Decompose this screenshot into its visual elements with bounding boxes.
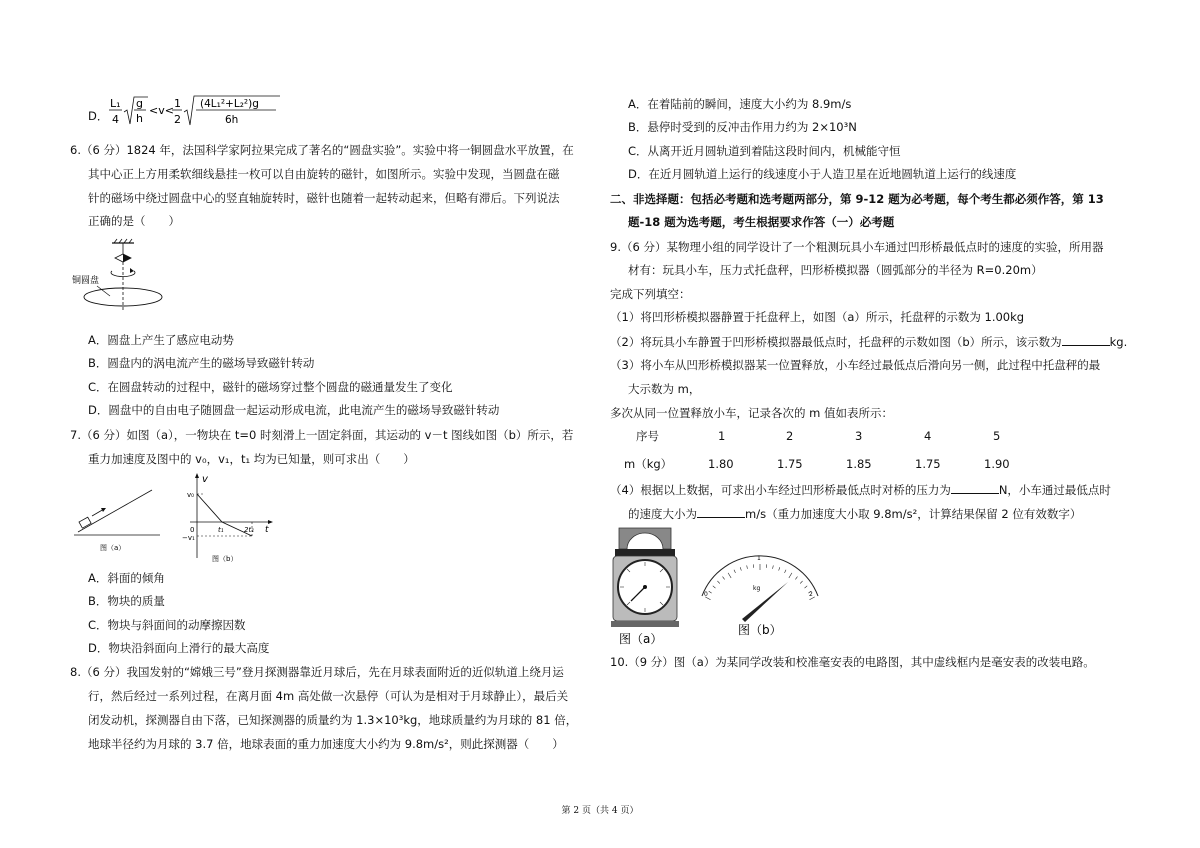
section2-line-2: 题-18 题为选考题，考生根据要求作答（一）必考题 bbox=[628, 215, 895, 229]
dial-pointer bbox=[742, 582, 788, 622]
q9-table-row-1: 1.80 bbox=[708, 457, 734, 471]
q6-figure bbox=[72, 238, 167, 313]
q5-option-d bbox=[88, 94, 288, 128]
dial-label-2: 2 bbox=[809, 591, 813, 598]
q8-option-a: A．在着陆前的瞬间，速度大小约为 8.9m/s bbox=[628, 97, 852, 111]
q5d-frac1-den: 4 bbox=[112, 113, 119, 126]
q9-table-row-0: m（kg） bbox=[624, 457, 673, 471]
q7-fig-b-label: 图（b） bbox=[212, 555, 238, 563]
q7-origin: 0 bbox=[190, 526, 195, 534]
q9-table-row-2: 1.75 bbox=[777, 457, 803, 471]
q7-option-a: A．斜面的倾角 bbox=[88, 571, 165, 585]
q7-t2: 2t₁ bbox=[244, 526, 255, 534]
dial-tick bbox=[785, 570, 786, 573]
dial-label-0: 0 bbox=[704, 591, 708, 598]
q9-table-head-2: 2 bbox=[786, 429, 794, 443]
q7-axis-v: v bbox=[202, 474, 208, 485]
q6-line-1: 6.（6 分）1824 年，法国科学家阿拉果完成了著名的“圆盘实验”。实验中将一铜圆盘水平放置，在 bbox=[70, 143, 574, 157]
q9-step4-b-pre: 的速度大小为 bbox=[628, 507, 697, 521]
section2-line-1: 二、非选择题：包括必考题和选考题两部分，第 9-12 题为必考题，每个考生都必须作答，第 13 bbox=[610, 192, 1104, 206]
q5d-sqrt-den: h bbox=[136, 112, 143, 125]
q6-option-a: A．圆盘上产生了感应电动势 bbox=[88, 333, 234, 347]
q6-line-4: 正确的是（ ） bbox=[88, 214, 180, 228]
q9-step3-line-2: 大示数为 m， bbox=[628, 382, 701, 396]
page-footer: 第 2 页（共 4 页） bbox=[561, 806, 639, 816]
dial-tick bbox=[709, 591, 712, 593]
q8-option-c: C．从离开近月圆轨道到着陆这段时间内，机械能守恒 bbox=[628, 144, 901, 158]
q9-step4-a-post: N，小车通过最低点时 bbox=[998, 483, 1111, 497]
q6-option-c: C．在圆盘转动的过程中，磁针的磁场穿过整个圆盘的磁通量发生了变化 bbox=[88, 380, 453, 394]
q9-fig-b-label: 图（b） bbox=[738, 623, 782, 637]
q7-figure bbox=[72, 470, 277, 565]
dial-tick bbox=[747, 565, 748, 568]
q5d-formula bbox=[108, 94, 288, 130]
q9-step2-post: kg. bbox=[1109, 335, 1128, 349]
bridge-simulator bbox=[619, 528, 671, 549]
dial-tick bbox=[717, 581, 719, 584]
q5d-sqrt-num: g bbox=[136, 97, 143, 110]
q7-option-b: B．物块的质量 bbox=[88, 594, 165, 608]
q8-option-b: B．悬停时受到的反冲击作用力约为 2×10³N bbox=[628, 120, 857, 134]
q9-step4-line-1 bbox=[610, 481, 1111, 498]
q7-option-d: D．物块沿斜面向上滑行的最大高度 bbox=[88, 641, 270, 655]
dial-tick bbox=[779, 567, 780, 570]
dial-tick bbox=[723, 577, 725, 580]
q8-line-3: 闭发动机，探测器自由下落，已知探测器的质量约为 1.3×10³kg，地球质量约为月球的 81 倍， bbox=[88, 713, 578, 727]
q7-v1: −v₁ bbox=[182, 534, 195, 542]
q9-table-head-3: 3 bbox=[855, 429, 863, 443]
q6-fig-label: 铜圆盘 bbox=[72, 276, 100, 286]
q6-option-d: D．圆盘中的自由电子随圆盘一起运动形成电流，此电流产生的磁场导致磁针转动 bbox=[88, 403, 500, 417]
q7-v0: v₀ bbox=[187, 491, 194, 499]
q8-option-d: D．在近月圆轨道上运行的线速度小于人造卫星在近地圆轨道上运行的线速度 bbox=[628, 167, 1017, 181]
dial-tick bbox=[740, 567, 741, 570]
q5d-label: D． bbox=[88, 109, 109, 123]
q9-table-head-0: 序号 bbox=[636, 429, 659, 443]
q7-option-c: C．物块与斜面间的动摩擦因数 bbox=[88, 618, 246, 632]
dial-tick bbox=[800, 581, 802, 584]
block bbox=[79, 517, 91, 528]
q7-line-1: 7.（6 分）如图（a），一物块在 t=0 时刻滑上一固定斜面，其运动的 v－t 图线如图（b）所示，若 bbox=[70, 428, 574, 442]
q5d-big-den: 6h bbox=[225, 114, 239, 126]
dial-tick bbox=[734, 570, 735, 573]
q8-line-4: 地球半径约为月球的 3.7 倍，地球表面的重力加速度大小约为 9.8m/s²，则此探测器（ ） bbox=[88, 737, 564, 751]
q9-line-3: 完成下列填空： bbox=[610, 287, 691, 301]
q9-figure-b bbox=[690, 538, 830, 643]
q5d-frac2-den: 2 bbox=[174, 113, 181, 126]
q9-table-head-1: 1 bbox=[718, 429, 726, 443]
q9-table-head-5: 5 bbox=[993, 429, 1001, 443]
q5d-frac2-num: 1 bbox=[174, 97, 181, 110]
q9-step2-pre: （2）将玩具小车静置于凹形桥模拟器最低点时，托盘秤的示数如图（b）所示，该示数为 bbox=[610, 335, 1062, 349]
q7-t1: t₁ bbox=[218, 526, 224, 534]
q5d-big-num: (4L₁²+L₂²)g bbox=[200, 98, 259, 110]
q9-fig-a-label: 图（a） bbox=[619, 632, 663, 646]
q9-line-4: （1）将凹形桥模拟器静置于托盘秤上，如图（a）所示，托盘秤的示数为 1.00kg bbox=[610, 310, 1025, 324]
dial-tick bbox=[789, 573, 792, 578]
q9-figure-a bbox=[605, 525, 685, 647]
q7-axis-t: t bbox=[265, 525, 269, 535]
dial-tick bbox=[805, 586, 808, 588]
dial-tick bbox=[728, 573, 731, 578]
q9-step4-line-2 bbox=[628, 505, 1081, 522]
q6-line-2: 其中心正上方用柔软细线悬挂一枚可以自由旋转的磁针，如图所示。实验中发现，当圆盘在磁 bbox=[88, 167, 560, 181]
q9-table-intro: 多次从同一位置释放小车，记录各次的 m 值如表所示： bbox=[610, 406, 894, 420]
dial-label-1: 1 bbox=[757, 555, 761, 562]
dial-tick bbox=[773, 565, 774, 568]
dial-tick bbox=[795, 577, 797, 580]
q9-step4-a-pre: （4）根据以上数据，可求出小车经过凹形桥最低点时对桥的压力为 bbox=[610, 483, 951, 497]
q9-step3-line-1: （3）将小车从凹形桥模拟器某一位置释放，小车经过最低点后滑向另一侧，此过程中托盘秤的最 bbox=[610, 358, 1101, 372]
dial-tick bbox=[713, 586, 716, 588]
q9-table-row-4: 1.75 bbox=[915, 457, 941, 471]
q6-option-b: B．圆盘内的涡电流产生的磁场导致磁针转动 bbox=[88, 356, 315, 370]
dial-unit: kg bbox=[753, 585, 761, 592]
q10-line-1: 10.（9 分）图（a）为某同学改装和校准毫安表的电路图，其中虚线框内是毫安表的改装电路。 bbox=[610, 655, 1095, 669]
q9-step4-b-post: m/s（重力加速度大小取 9.8m/s²，计算结果保留 2 位有效数字） bbox=[745, 507, 1082, 521]
q9-step4-blank-1 bbox=[951, 481, 999, 494]
q9-step4-blank-2 bbox=[697, 505, 745, 518]
q9-table-head-4: 4 bbox=[924, 429, 932, 443]
q9-line-1: 9.（6 分）某物理小组的同学设计了一个粗测玩具小车通过凹形桥最低点时的速度的实验，所用器 bbox=[610, 240, 1104, 254]
q8-line-2: 行，然后经过一系列过程，在离月面 4m 高处做一次悬停（可认为是相对于月球静止），最后关 bbox=[88, 689, 569, 703]
q9-table-row-5: 1.90 bbox=[984, 457, 1010, 471]
q7-line-2: 重力加速度及图中的 v₀，v₁，t₁ 均为已知量，则可求出（ ） bbox=[88, 452, 415, 466]
q9-line-2: 材有：玩具小车，压力式托盘秤，凹形桥模拟器（圆弧部分的半径为 R=0.20m） bbox=[628, 263, 1043, 277]
q8-line-1: 8.（6 分）我国发射的“嫦娥三号”登月探测器靠近月球后，先在月球表面附近的近似轨道上绕月运 bbox=[70, 665, 564, 679]
q5d-frac1-num: L₁ bbox=[110, 97, 121, 110]
scale-pan bbox=[615, 549, 675, 556]
q9-step2-blank bbox=[1062, 333, 1110, 346]
q5d-mid: <v< bbox=[149, 104, 174, 117]
q9-step2 bbox=[610, 333, 1127, 350]
q7-fig-a-label: 图（a） bbox=[100, 544, 126, 552]
q6-line-3: 针的磁场中绕过圆盘中心的竖直轴旋转时，磁针也随着一起转动起来，但略有滞后。下列说法 bbox=[88, 191, 560, 205]
q9-table-row-3: 1.85 bbox=[846, 457, 872, 471]
